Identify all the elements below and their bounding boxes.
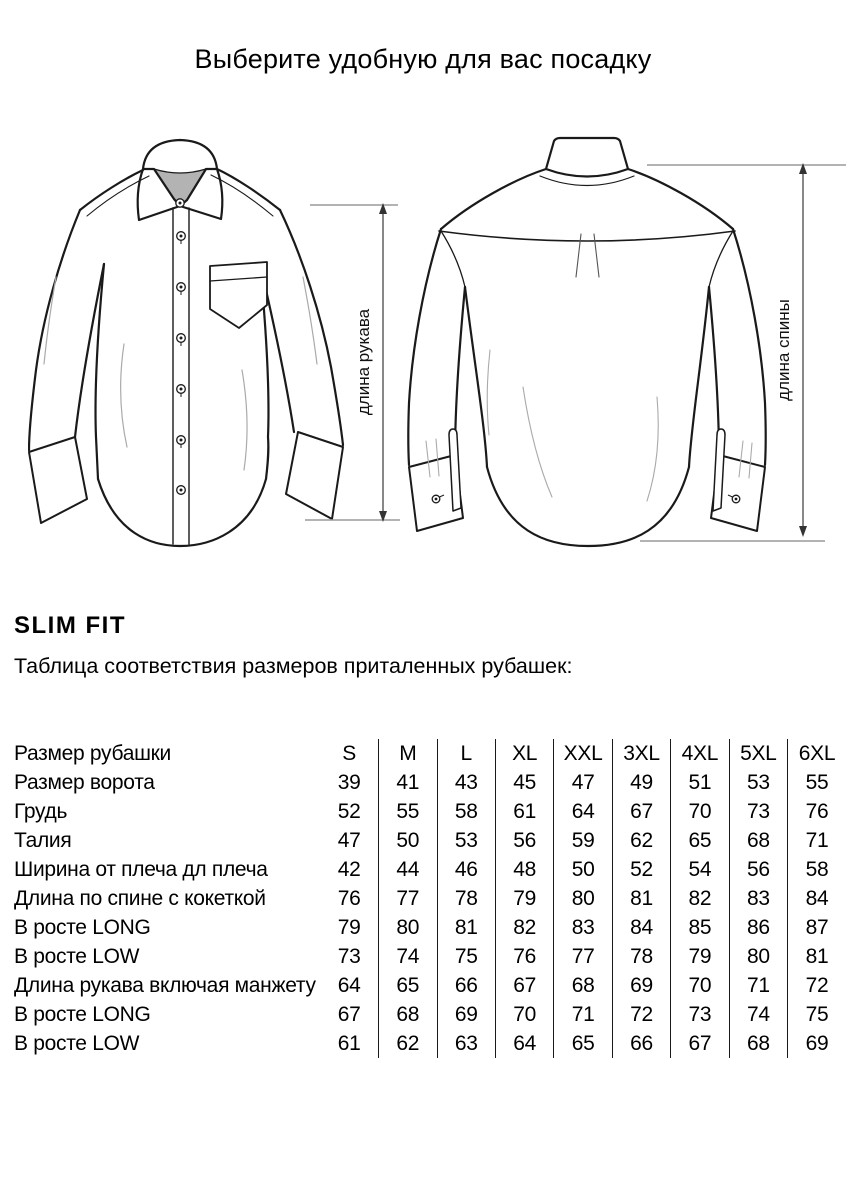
table-cell: 62 (612, 826, 670, 855)
table-cell: 83 (729, 884, 787, 913)
table-cell: 71 (729, 971, 787, 1000)
table-cell: 76 (337, 886, 361, 910)
table-cell: L (437, 739, 495, 768)
table-cell: 58 (437, 797, 495, 826)
table-cell: 71 (788, 826, 846, 855)
table-cell: 45 (495, 768, 553, 797)
table-cell: 58 (788, 855, 846, 884)
table-cell: 82 (671, 884, 729, 913)
table-cell: 80 (379, 913, 437, 942)
table-cell: 73 (729, 797, 787, 826)
table-cell: 69 (788, 1029, 846, 1058)
table-cell: 79 (495, 884, 553, 913)
table-cell: 68 (729, 826, 787, 855)
table-cell: 79 (337, 915, 361, 939)
table-row (14, 768, 846, 797)
table-cell: 65 (671, 826, 729, 855)
table-cell: 80 (554, 884, 612, 913)
table-cell: 87 (788, 913, 846, 942)
table-cell: 83 (554, 913, 612, 942)
table-cell: 75 (437, 942, 495, 971)
row-label: Размер ворота (14, 770, 155, 794)
table-cell: 67 (612, 797, 670, 826)
table-cell: 52 (337, 799, 361, 823)
table-row (14, 1000, 846, 1029)
table-row (14, 884, 846, 913)
row-label: В росте LOW (14, 944, 140, 968)
shirt-back-drawing (405, 135, 846, 570)
table-cell: 70 (671, 971, 729, 1000)
arrowhead-down-icon (799, 526, 807, 537)
table-cell: 78 (437, 884, 495, 913)
table-row (14, 942, 846, 971)
cuff-buttons (432, 495, 740, 503)
shirt-front-drawing (28, 132, 400, 570)
table-cell: 73 (671, 1000, 729, 1029)
table-cell: 65 (379, 971, 437, 1000)
table-cell: 76 (788, 797, 846, 826)
table-cell: 65 (554, 1029, 612, 1058)
table-row (14, 913, 846, 942)
table-cell: 55 (379, 797, 437, 826)
table-cell: 41 (379, 768, 437, 797)
table-cell: 39 (337, 770, 361, 794)
table-cell: 4XL (671, 739, 729, 768)
table-cell: 78 (612, 942, 670, 971)
table-cell: 50 (554, 855, 612, 884)
table-cell: 80 (729, 942, 787, 971)
table-row (14, 826, 846, 855)
row-label: В росте LOW (14, 1031, 140, 1055)
table-row (14, 797, 846, 826)
table-cell: 66 (437, 971, 495, 1000)
table-cell: 82 (495, 913, 553, 942)
table-cell: 69 (437, 1000, 495, 1029)
table-row (14, 1029, 846, 1058)
table-cell: 46 (437, 855, 495, 884)
table-cell: M (379, 739, 437, 768)
table-cell: 64 (495, 1029, 553, 1058)
table-cell: 48 (495, 855, 553, 884)
table-cell: 74 (729, 1000, 787, 1029)
table-cell: 61 (495, 797, 553, 826)
table-cell: 52 (612, 855, 670, 884)
table-cell: 64 (554, 797, 612, 826)
row-label: Ширина от плеча дл плеча (14, 857, 268, 881)
section-heading: SLIM FIT (14, 612, 126, 639)
table-cell: 81 (612, 884, 670, 913)
back-hem (487, 467, 689, 546)
table-cell: 63 (437, 1029, 495, 1058)
size-header-row (14, 739, 846, 768)
right-cuff (286, 432, 343, 519)
table-cell: 50 (379, 826, 437, 855)
table-cell: 47 (337, 828, 361, 852)
row-label: Талия (14, 828, 72, 852)
table-cell: 66 (612, 1029, 670, 1058)
table-cell: 47 (554, 768, 612, 797)
table-cell: 64 (337, 973, 361, 997)
table-cell: 42 (337, 857, 361, 881)
table-cell: 43 (437, 768, 495, 797)
chest-pocket (210, 262, 267, 328)
yoke-seam (439, 231, 735, 241)
table-cell: 69 (612, 971, 670, 1000)
table-cell: 49 (612, 768, 670, 797)
back-shading (426, 350, 752, 501)
table-cell: 84 (788, 884, 846, 913)
table-cell: 76 (495, 942, 553, 971)
page-title: Выберите удобную для вас посадку (194, 44, 652, 74)
back-collar (546, 138, 628, 177)
back-shirt-outline (408, 138, 766, 546)
table-cell: 73 (337, 944, 361, 968)
size-table (14, 739, 846, 1058)
table-cell: 70 (671, 797, 729, 826)
table-cell: 6XL (788, 739, 846, 768)
table-row (14, 971, 846, 1000)
table-cell: 61 (337, 1031, 361, 1055)
table-cell: 5XL (729, 739, 787, 768)
table-cell: XXL (554, 739, 612, 768)
table-cell: 67 (337, 1002, 361, 1026)
table-cell: 53 (437, 826, 495, 855)
table-cell: 44 (379, 855, 437, 884)
row-label: Грудь (14, 799, 68, 823)
table-cell: 75 (788, 1000, 846, 1029)
row-label: В росте LONG (14, 1002, 151, 1026)
table-cell: 67 (495, 971, 553, 1000)
row-label: В росте LONG (14, 915, 151, 939)
table-cell: 54 (671, 855, 729, 884)
sleeve-length-label: длина рукава (354, 308, 373, 416)
table-cell: 59 (554, 826, 612, 855)
table-cell: 53 (729, 768, 787, 797)
table-cell: 51 (671, 768, 729, 797)
table-cell: 68 (729, 1029, 787, 1058)
table-cell: 77 (554, 942, 612, 971)
table-cell: 55 (788, 768, 846, 797)
table-cell: 85 (671, 913, 729, 942)
size-table-body (14, 739, 846, 1058)
front-shirt-outline (29, 140, 343, 546)
table-cell: 72 (788, 971, 846, 1000)
table-cell: S (342, 741, 356, 765)
table-cell: 68 (379, 1000, 437, 1029)
table-cell: 81 (437, 913, 495, 942)
table-cell: 70 (495, 1000, 553, 1029)
table-row (14, 855, 846, 884)
back-length-label: длина спины (774, 299, 793, 401)
table-cell: 81 (788, 942, 846, 971)
table-cell: 68 (554, 971, 612, 1000)
table-cell: XL (495, 739, 553, 768)
table-cell: 72 (612, 1000, 670, 1029)
table-cell: 86 (729, 913, 787, 942)
table-cell: 56 (495, 826, 553, 855)
table-cell: 56 (729, 855, 787, 884)
table-cell: 79 (671, 942, 729, 971)
section-caption: Таблица соответствия размеров приталенных рубашек: (14, 654, 573, 678)
table-cell: 84 (612, 913, 670, 942)
left-cuff (29, 437, 87, 523)
front-buttons (176, 199, 186, 495)
row-label: Размер рубашки (14, 741, 171, 765)
row-label: Длина рукава включая манжету (14, 973, 316, 997)
table-cell: 74 (379, 942, 437, 971)
table-cell: 71 (554, 1000, 612, 1029)
table-cell: 3XL (612, 739, 670, 768)
row-label: Длина по спине с кокеткой (14, 886, 266, 910)
table-cell: 77 (379, 884, 437, 913)
table-cell: 67 (671, 1029, 729, 1058)
collar-band (143, 140, 217, 169)
table-cell: 62 (379, 1029, 437, 1058)
